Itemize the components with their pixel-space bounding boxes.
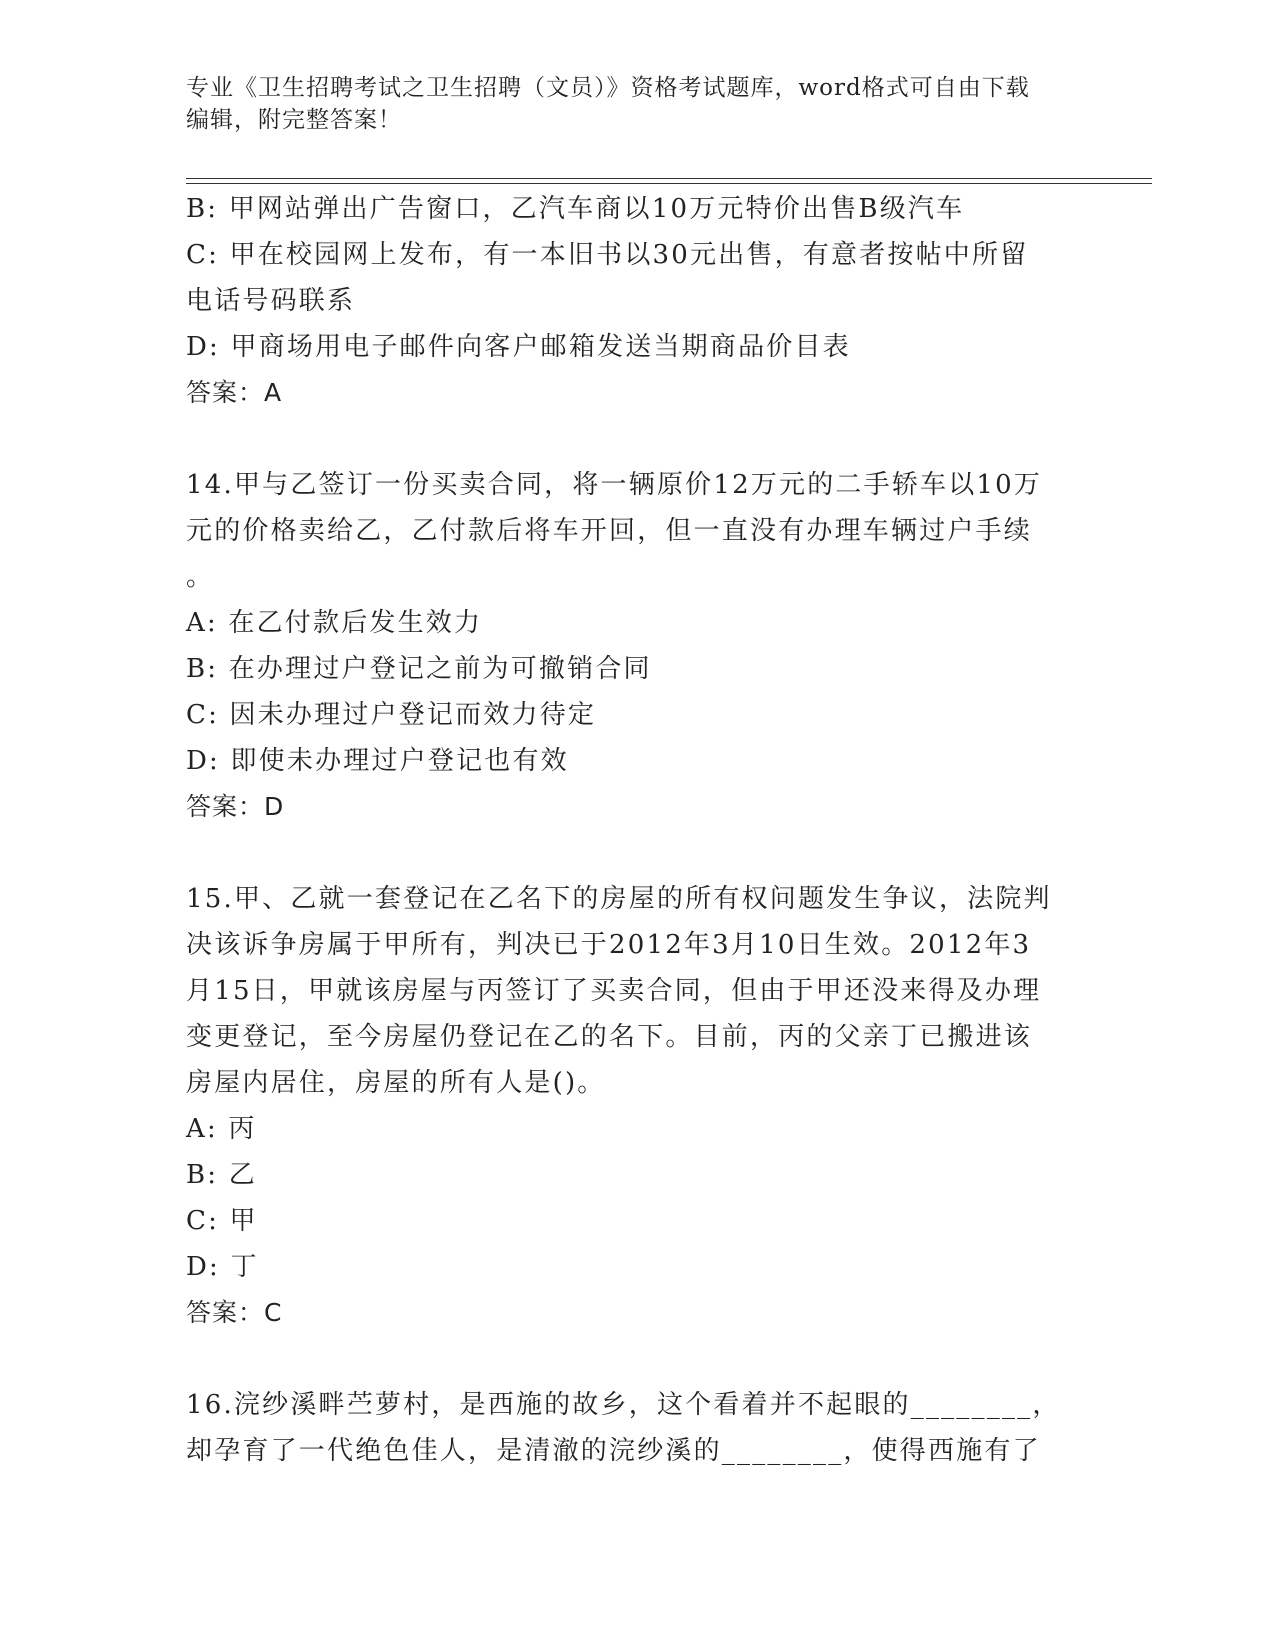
q13-option-c-line-1: C: 甲在校园网上发布，有一本旧书以30元出售，有意者按帖中所留 bbox=[186, 240, 1029, 270]
q13-option-d: D: 甲商场用电子邮件向客户邮箱发送当期商品价目表 bbox=[186, 332, 851, 362]
q15-stem-line-2: 决该诉争房属于甲所有，判决已于2012年3月10日生效。2012年3 bbox=[186, 930, 1032, 960]
q15-option-b: B: 乙 bbox=[186, 1160, 257, 1190]
q13-option-c-line-2: 电话号码联系 bbox=[186, 286, 356, 316]
q14-stem-line-1: 14.甲与乙签订一份买卖合同，将一辆原价12万元的二手轿车以10万 bbox=[186, 470, 1043, 500]
q15-stem-line-4: 变更登记，至今房屋仍登记在乙的名下。目前，丙的父亲丁已搬进该 bbox=[186, 1022, 1033, 1052]
q15-answer: 答案：C bbox=[186, 1298, 283, 1327]
q13-answer: 答案：A bbox=[186, 378, 283, 407]
q15-option-a: A: 丙 bbox=[186, 1114, 257, 1144]
question-15 bbox=[186, 876, 1086, 1336]
q15-stem-line-1: 15.甲、乙就一套登记在乙名下的房屋的所有权问题发生争议，法院判 bbox=[186, 884, 1052, 914]
question-content bbox=[186, 186, 1086, 1474]
header-divider-top bbox=[186, 178, 1152, 179]
q14-option-a: A: 在乙付款后发生效力 bbox=[186, 608, 483, 638]
header-divider-bottom bbox=[186, 183, 1152, 184]
q14-stem-line-3: 。 bbox=[186, 562, 215, 592]
question-spacer bbox=[186, 1336, 1086, 1382]
q14-option-b: B: 在办理过户登记之前为可撤销合同 bbox=[186, 654, 652, 684]
question-spacer bbox=[186, 830, 1086, 876]
q14-stem-line-2: 元的价格卖给乙，乙付款后将车开回，但一直没有办理车辆过户手续 bbox=[186, 516, 1033, 546]
q16-stem-line-2: 却孕育了一代绝色佳人，是清澈的浣纱溪的________，使得西施有了 bbox=[186, 1436, 1041, 1466]
question-14 bbox=[186, 462, 1086, 830]
q15-option-c: C: 甲 bbox=[186, 1206, 258, 1236]
question-16 bbox=[186, 1382, 1086, 1474]
header-line-2: 编辑，附完整答案！ bbox=[186, 107, 402, 133]
q13-option-b: B: 甲网站弹出广告窗口，乙汽车商以10万元特价出售B级汽车 bbox=[186, 194, 965, 224]
q16-stem-line-1: 16.浣纱溪畔苎萝村，是西施的故乡，这个看着并不起眼的________， bbox=[186, 1390, 1061, 1420]
document-header bbox=[186, 72, 1086, 136]
q15-stem-line-5: 房屋内居住，房屋的所有人是()。 bbox=[186, 1068, 606, 1098]
q15-stem-line-3: 月15日，甲就该房屋与丙签订了买卖合同，但由于甲还没来得及办理 bbox=[186, 976, 1042, 1006]
q14-answer: 答案：D bbox=[186, 792, 285, 821]
q14-option-d: D: 即使未办理过户登记也有效 bbox=[186, 746, 569, 776]
question-13 bbox=[186, 186, 1086, 416]
header-line-1: 专业《卫生招聘考试之卫生招聘（文员）》资格考试题库，word格式可自由下载 bbox=[186, 75, 1030, 101]
q14-option-c: C: 因未办理过户登记而效力待定 bbox=[186, 700, 597, 730]
q15-option-d: D: 丁 bbox=[186, 1252, 259, 1282]
question-spacer bbox=[186, 416, 1086, 462]
